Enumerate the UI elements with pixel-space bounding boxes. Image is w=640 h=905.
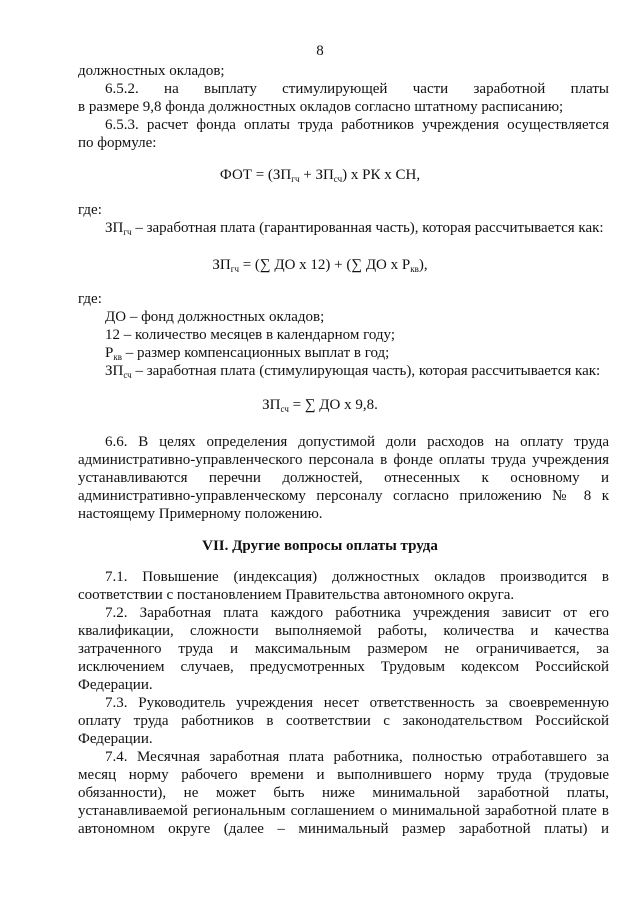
formula-zp-sch: $ЗП_{сч}$ = ∑ ДО х 9,8. — [262, 397, 378, 414]
formula-fot: ФОТ = $(ЗП_{гч} + ЗП_{сч})$ х РК х СН, — [219, 167, 421, 184]
text-line: квалификации, сложности выполняемой работы, количества и качества — [78, 623, 609, 639]
text-line: Федерации. — [78, 677, 153, 693]
text-line: оплату труда работников в соответствии с законодательством Российской — [78, 713, 609, 729]
text-line: 7.3. Руководитель учреждения несет ответственность за своевременную — [105, 695, 609, 711]
text-line: 7.2. Заработная плата каждого работника учреждения зависит от его — [105, 605, 609, 621]
text-line: устанавливаются перечни должностей, отнесенных к основному и — [78, 470, 609, 486]
text-line: административно-управленческому персоналу согласно приложению № 8 к — [78, 488, 609, 504]
text-line: исключением случаев, предусмотренных Трудовым кодексом Российской — [78, 659, 609, 675]
section-heading: VII. Другие вопросы оплаты труда — [202, 538, 438, 554]
text-line: где: — [78, 291, 102, 307]
text-line: 6.5.2. на выплату стимулирующей части заработной платы — [105, 81, 609, 97]
definition-rkv: $Р_{кв}$ – размер компенсационных выплат в год; — [105, 345, 390, 362]
page-number: 8 — [316, 43, 324, 59]
text-line: 6.6. В целях определения допустимой доли расходов на оплату труда — [105, 434, 609, 450]
text-line: должностных окладов; — [78, 63, 225, 79]
definition-months: 12 – количество месяцев в календарном году; — [105, 327, 396, 343]
text-line: устанавливаемой региональным соглашением о минимальной заработной плате в — [78, 803, 609, 819]
text-line: соответствии с постановлением Правительства автономного округа. — [78, 587, 515, 603]
text-line: 6.5.3. расчет фонда оплаты труда работников учреждения осуществляется — [105, 117, 609, 133]
definition-do: ДО – фонд должностных окладов; — [105, 309, 325, 325]
text-line: обязанности), не может быть ниже минимальной заработной платы, — [78, 785, 609, 801]
text-line: месяц норму рабочего времени и выполнившего норму труда (трудовые — [78, 767, 609, 783]
definition-zp-gch: $ЗП_{гч}$ – заработная плата (гарантированная часть), которая рассчитывается как: — [105, 220, 604, 237]
text-line: где: — [78, 202, 102, 218]
text-line: по формуле: — [78, 135, 157, 151]
text-line: настоящему Примерному положению. — [78, 506, 323, 522]
formula-zp-gch: $ЗП_{гч}$ = (∑ ДО х 12) + (∑ ДО х $Р_{кв}$), — [212, 257, 428, 274]
text-line: Федерации. — [78, 731, 153, 747]
text-line: 7.4. Месячная заработная плата работника, полностью отработавшего за — [105, 749, 609, 765]
text-line: автономном округе (далее – минимальный размер заработной платы) и — [78, 821, 609, 837]
definition-zp-sch: $ЗП_{сч}$ – заработная плата (стимулирующая часть), которая рассчитывается как: — [105, 363, 601, 380]
text-line: административно-управленческого персонала в фонде оплаты труда учреждения — [78, 452, 609, 468]
text-line: в размере 9,8 фонда должностных окладов согласно штатному расписанию; — [78, 99, 564, 115]
text-line: 7.1. Повышение (индексация) должностных окладов производится в — [105, 569, 609, 585]
text-line: затраченного труда и максимальным размером не ограничивается, за — [78, 641, 609, 657]
